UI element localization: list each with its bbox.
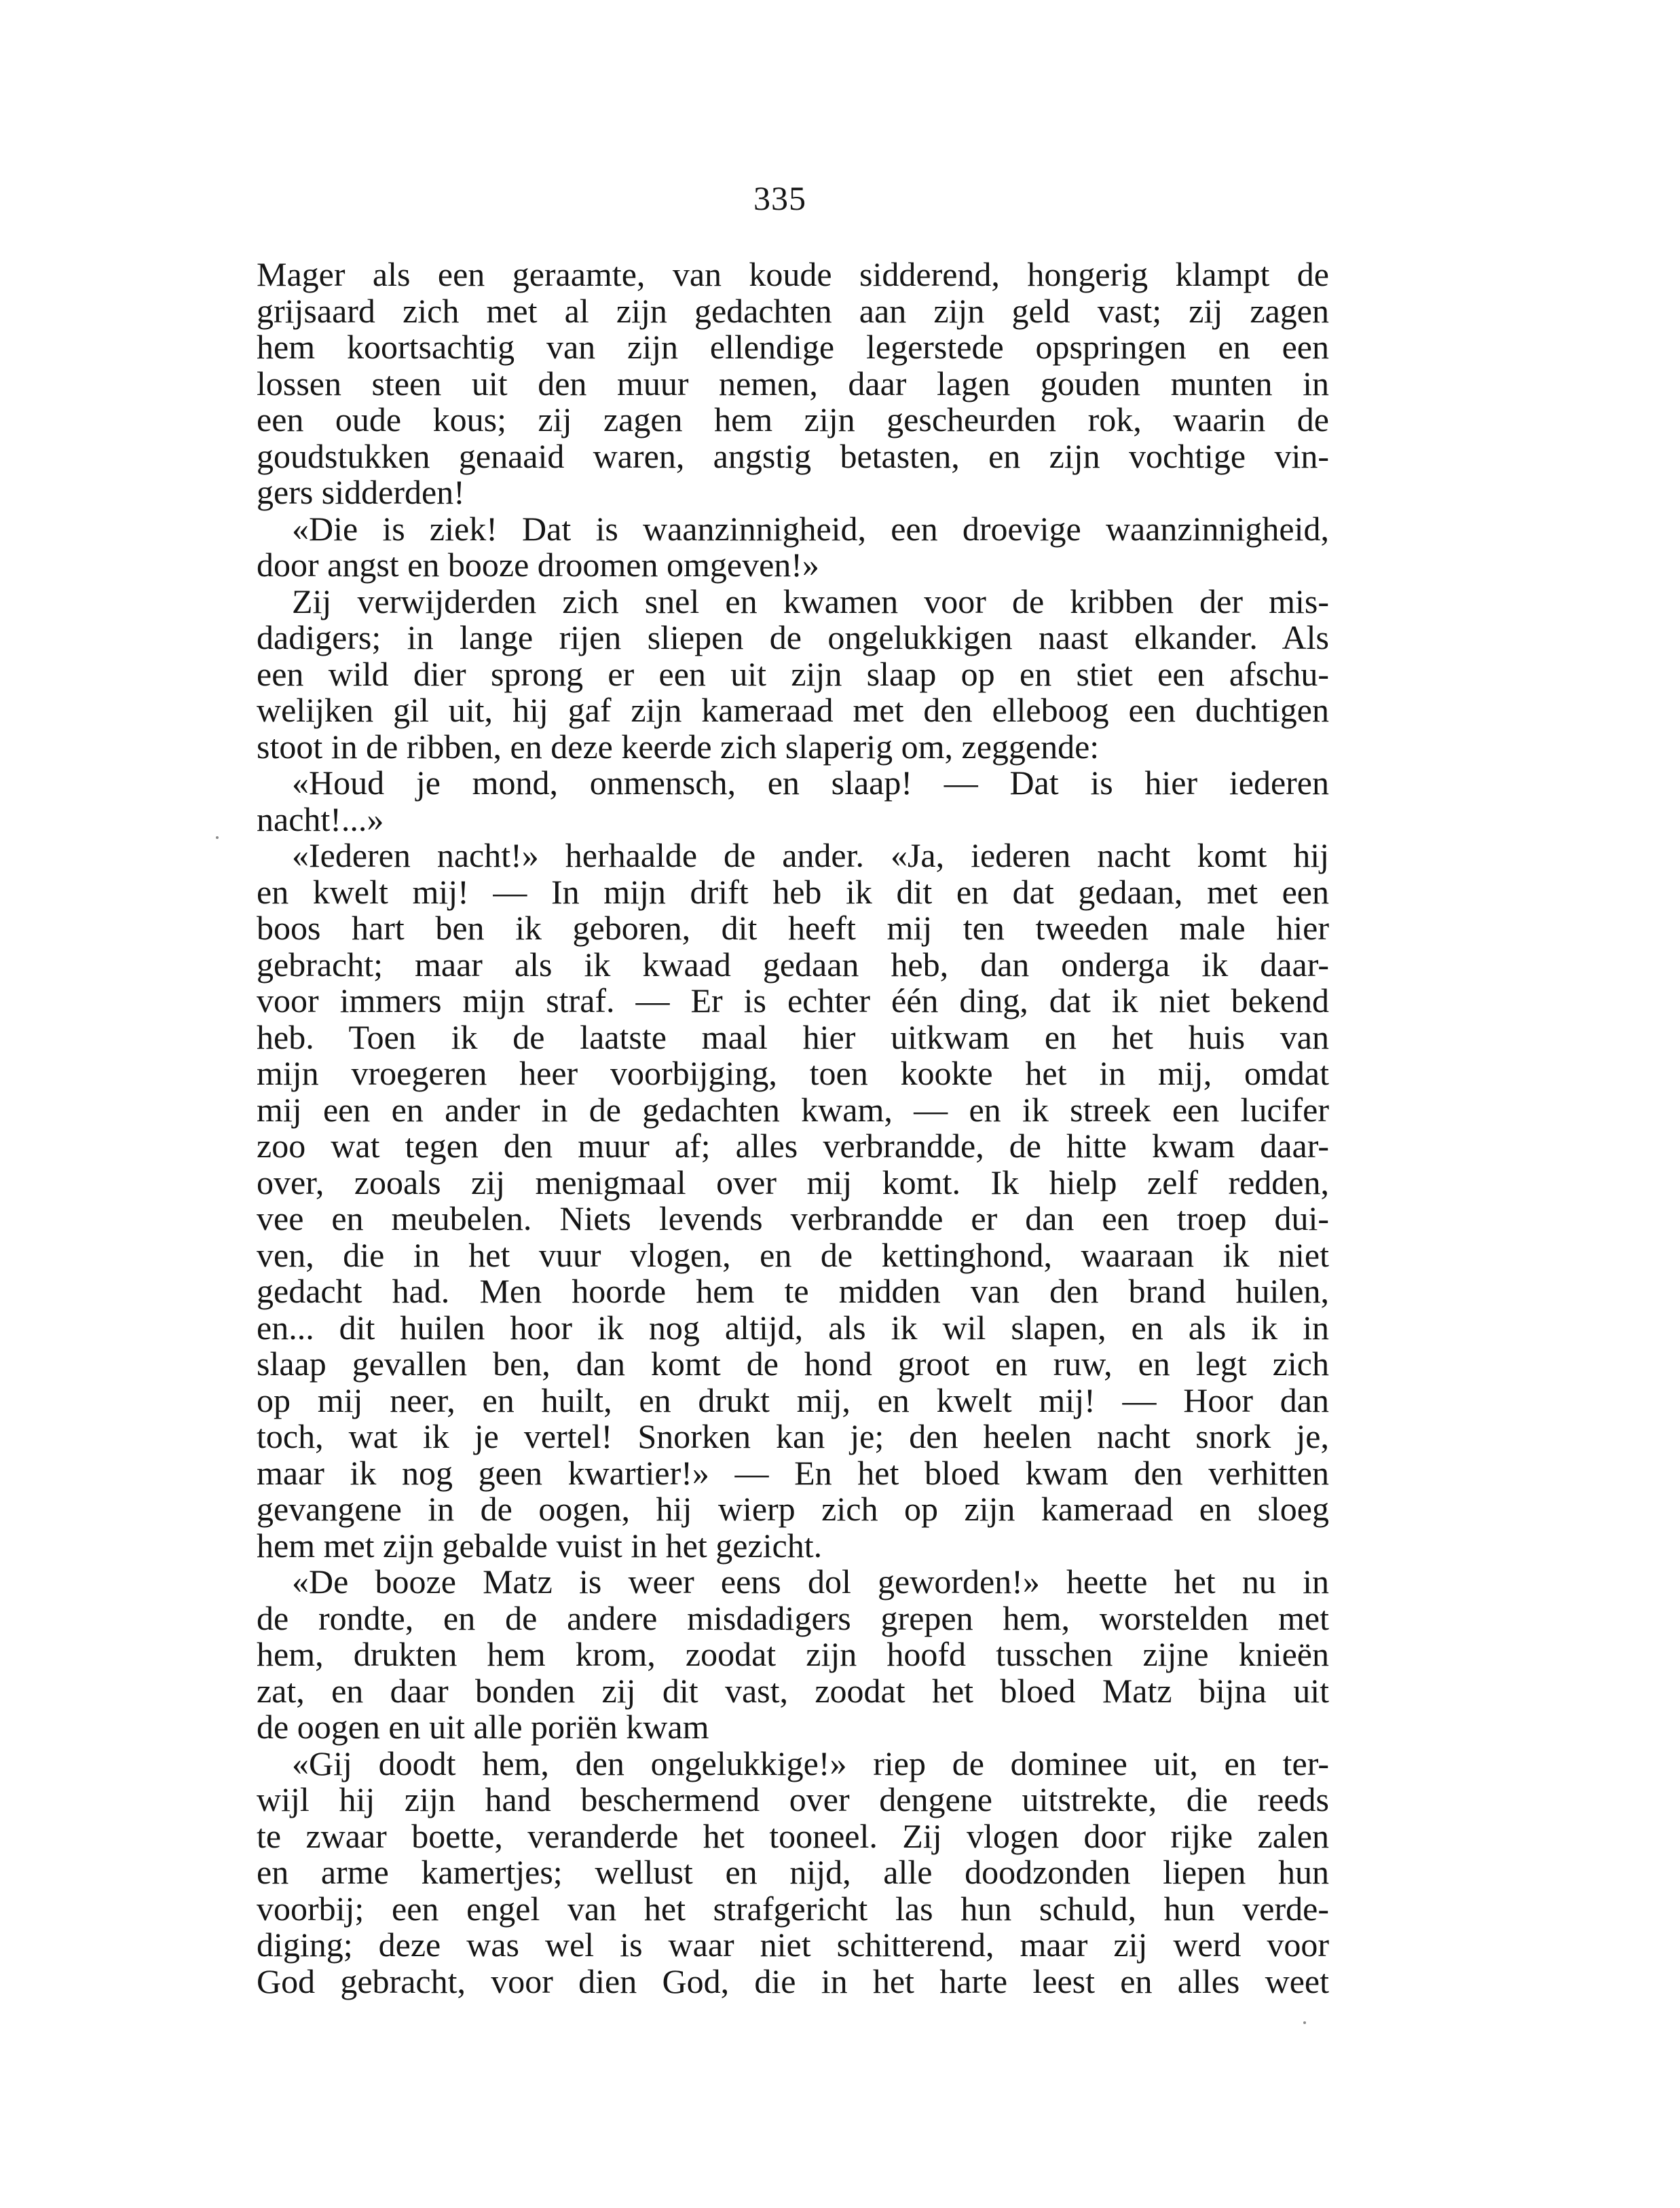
text-line: maar ik nog geen kwartier!» — En het bloed kwam den verhitten (257, 1453, 1329, 1492)
text-line: Zij verwijderden zich snel en kwamen voor de kribben der mis- (292, 582, 1329, 620)
text-line: welijken gil uit, hij gaf zijn kameraad met den elleboog een duchtigen (257, 691, 1329, 729)
paper-speck (216, 836, 219, 839)
text-line: slaap gevallen ben, dan komt de hond groot en ruw, en legt zich (257, 1345, 1329, 1383)
text-line: gebracht; maar als ik kwaad gedaan heb, dan onderga ik daar- (257, 945, 1329, 984)
text-line: zat, en daar bonden zij dit vast, zoodat het bloed Matz bijna uit (257, 1671, 1329, 1710)
text-line: te zwaar boette, veranderde het tooneel. Zij vlogen door rijke zalen (257, 1816, 1329, 1855)
text-line: boos hart ben ik geboren, dit heeft mij ten tweeden male hier (257, 909, 1329, 947)
text-line: goudstukken genaaid waren, angstig betasten, en zijn vochtige vin- (257, 436, 1329, 475)
text-line: gers sidderden! (257, 473, 465, 511)
text-line: op mij neer, en huilt, en drukt mij, en kwelt mij! — Hoor dan (257, 1381, 1329, 1419)
text-line: diging; deze was wel is waar niet schitterend, maar zij werd voor (257, 1926, 1329, 1964)
text-line: toch, wat ik je vertel! Snorken kan je; den heelen nacht snork je, (257, 1417, 1329, 1455)
text-line: een wild dier sprong er een uit zijn slaap op en stiet een afschu- (257, 654, 1329, 693)
text-line: stoot in de ribben, en deze keerde zich slaperig om, zeggende: (257, 727, 1100, 766)
text-line: «Houd je mond, onmensch, en slaap! — Dat is hier iederen (292, 764, 1329, 802)
text-line: hem met zijn gebalde vuist in het gezicht. (257, 1526, 823, 1565)
text-line: heb. Toen ik de laatste maal hier uitkwam en het huis van (257, 1017, 1329, 1056)
text-line: gevangene in de oogen, hij wierp zich op zijn kameraad en sloeg (257, 1490, 1329, 1528)
paper-speck (1303, 2021, 1306, 2024)
text-line: mij een en ander in de gedachten kwam, — en ik streek een lucifer (257, 1090, 1329, 1129)
text-line: God gebracht, voor dien God, die in het harte leest en alles weet (257, 1962, 1329, 2000)
body-text (257, 257, 1329, 2000)
text-line: een oude kous; zij zagen hem zijn gescheurden rok, waarin de (257, 400, 1329, 438)
text-line: vee en meubelen. Niets levends verbrandde er dan een troep dui- (257, 1199, 1329, 1237)
page-number: 335 (753, 179, 806, 217)
text-line: hem, drukten hem krom, zoodat zijn hoofd tusschen zijne knieën (257, 1635, 1329, 1673)
text-line: en... dit huilen hoor ik nog altijd, als ik wil slapen, en als ik in (257, 1308, 1329, 1347)
text-line: «Die is ziek! Dat is waanzinnigheid, een droevige waanzinnigheid, (292, 509, 1329, 548)
text-line: door angst en booze droomen omgeven!» (257, 546, 819, 584)
text-line: voorbij; een engel van het strafgericht las hun schuld, hun verde- (257, 1889, 1329, 1928)
text-line: lossen steen uit den muur nemen, daar lagen gouden munten in (257, 364, 1329, 403)
text-line: «Iederen nacht!» herhaalde de ander. «Ja, iederen nacht komt hij (292, 836, 1329, 874)
text-line: hem koortsachtig van zijn ellendige legerstede opspringen en een (257, 328, 1329, 366)
text-line: gedacht had. Men hoorde hem te midden van den brand huilen, (257, 1272, 1329, 1310)
text-line: «Gij doodt hem, den ongelukkige!» riep de dominee uit, en ter- (292, 1744, 1329, 1782)
text-line: en arme kamertjes; wellust en nijd, alle doodzonden liepen hun (257, 1853, 1329, 1891)
text-line: de rondte, en de andere misdadigers grepen hem, worstelden met (257, 1598, 1329, 1637)
text-line: zoo wat tegen den muur af; alles verbrandde, de hitte kwam daar- (257, 1127, 1329, 1165)
text-line: nacht!...» (257, 800, 384, 838)
text-line: mijn vroegeren heer voorbijging, toen kookte het in mij, omdat (257, 1054, 1329, 1092)
text-line: wijl hij zijn hand beschermend over dengene uitstrekte, die reeds (257, 1780, 1329, 1818)
text-line: over, zooals zij menigmaal over mij komt. Ik hielp zelf redden, (257, 1163, 1329, 1201)
text-line: grijsaard zich met al zijn gedachten aan zijn geld vast; zij zagen (257, 291, 1329, 330)
text-line: Mager als een geraamte, van koude sidderend, hongerig klampt de (257, 255, 1329, 293)
text-line: voor immers mijn straf. — Er is echter één ding, dat ik niet bekend (257, 981, 1329, 1019)
text-line: dadigers; in lange rijen sliepen de ongelukkigen naast elkander. Als (257, 618, 1329, 656)
text-line: ven, die in het vuur vlogen, en de kettinghond, waaraan ik niet (257, 1235, 1329, 1274)
text-line: en kwelt mij! — In mijn drift heb ik dit en dat gedaan, met een (257, 872, 1329, 911)
text-line: «De booze Matz is weer eens dol geworden!» heette het nu in (292, 1563, 1329, 1601)
text-line: de oogen en uit alle poriën kwam (257, 1708, 709, 1746)
